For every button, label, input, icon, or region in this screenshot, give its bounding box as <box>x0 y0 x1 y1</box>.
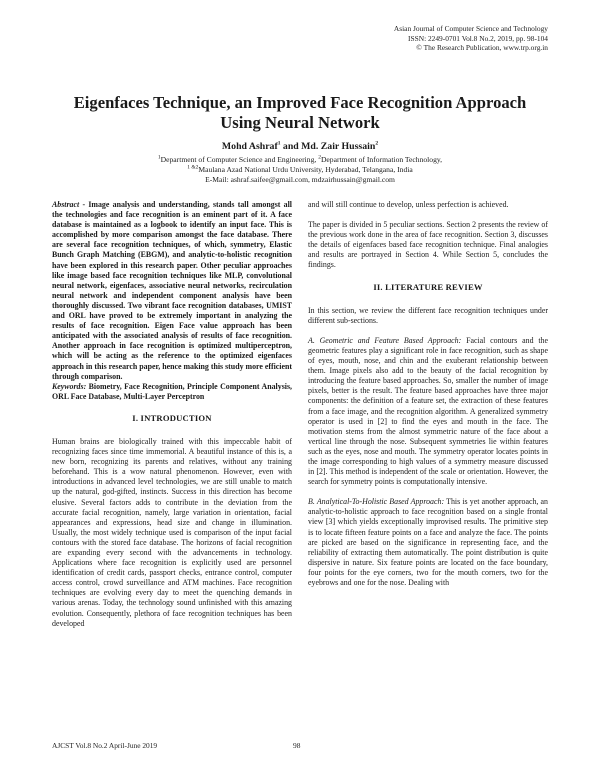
author-1: Mohd Ashraf <box>221 141 278 152</box>
introduction-paragraph: Human brains are biologically trained with this impeccable habit of recognizing faces since time immemorial. A beautiful instance of this is, a new born, recognizing its parents and relatives, without any training beforehand. This is a wow natural phenomenon. However, even with introductions in advanced level technologies, we are still unable to match up the natural, god-gifted, instincts. Success in this direction has become elusive. Several factors adds to contribute in the deviation from the accurate facial recognition, namely, large variation in orientation, facial appearances and expressions, head size and change in illumination. Usually, the most widely technique used is comparison of the input facial contours with the stored face database. The horizons of facial recognition are expanding every second with the advancements in technology. Applications where face recognition is explicitly used are personnel identification of credit cards, passport checks, entrance control, computer access control, crowd surveillance and ATM machines. Face recognition techniques are evolving every day to meet the quenching demands in various arenas. Today, the technology sound unfinished with this amazing evolution. Consequently, plethora of face recognition techniques has been developed <box>52 436 292 628</box>
paper-outline-paragraph: The paper is divided in 5 peculiar sections. Section 2 presents the review of the previous work done in the area of face recognition. Section 3, discusses the details of eigenfaces based face recognition technique. Final analogies and results are portrayed in Section 4. While Section 5, concludes the findings. <box>308 220 548 270</box>
journal-publisher: © The Research Publication, www.trp.org.in <box>416 43 548 53</box>
subsection-b <box>308 497 548 588</box>
abstract-label: Abstract <box>52 200 80 209</box>
paper-title <box>40 93 560 133</box>
title-line-2: Using Neural Network <box>220 113 380 132</box>
affiliations <box>40 155 560 185</box>
author-2-sup: 2 <box>375 140 379 147</box>
subsection-a-title: A. Geometric and Feature Based Approach: <box>308 335 462 345</box>
title-line-1: Eigenfaces Technique, an Improved Face Recognition Approach <box>73 93 527 112</box>
journal-issn: ISSN: 2249-0701 Vol.8 No.2, 2019, pp. 98-104 <box>408 33 548 43</box>
author-2: Md. Zair Hussain <box>301 141 376 152</box>
abstract-text: - Image analysis and understanding, stands tall amongst all the technologies and face recognition is an eminent part of it. A face database is maintained as a logbook to identify an input face. This is accomplished by more comparison amongst the face database. There are several face recognition techniques, of which, symmetry, Elastic Bunch Graph Matching (EBGM), and analytic-to-holistic recognition have been explored in this research paper. Other peculiar approaches like image based face recognition techniques like MLP, convolutional neural network, eigenfaces, associative neural networks, recirculation neural network and independent component analysis have been thoroughly discussed. Two vibrant face recognition databases, UMIST and ORL have proved to be extremely important in analyzing the results of face recognition. Eigen Face value approach has been anticipated with the associated analysis of results of face recognition. Another approach in face recognition is optimized multiperceptron, which will be acting as the reference to the optimized eigenfaces approach in this research paper, hence making this study more efficient through comparison. <box>52 200 293 381</box>
subsection-b-title: B. Analytical-To-Holistic Based Approach: <box>308 497 445 507</box>
journal-header <box>394 24 548 53</box>
footer-issue: AJCST Vol.8 No.2 April-June 2019 <box>52 741 158 750</box>
subsection-a-text: Facial contours and the geometric features play a significant role in face recognition, such as shape of eyes, mouth, nose, and chin and the exuberant relationship between them. Image pixels also add to the beauty of the facial recognition by introducing the feature based approaches. So, smaller the number of image pixels, better is the result. The feature based approaches have three major components: the definition of a feature set, the extraction of these features from a face image, and the recognition algorithm. A generalized symmetry operator is used in [2] to find the eyes and mouth in the face. The motivation stems from the almost symmetric nature of the face about a vertical line through the nose. Subsequent symmetries lie within features such as the eyes, nose and mouth. The symmetry operator locates points in the image corresponding to high values of a symmetry measure discussed in [2]. This method is independent of the scale or orientation. However, the search for symmetry points is computationally intensive. <box>308 335 548 487</box>
keywords-text: Biometry, Face Recognition, Principle Component Analysis, ORL Face Database, Multi-Layer Perceptron <box>52 381 292 401</box>
authors <box>40 141 560 153</box>
author-emails: E-Mail: ashraf.saifee@gmail.com, mdzairhussain@gmail.com <box>205 174 395 184</box>
journal-name: Asian Journal of Computer Science and Technology <box>393 24 548 33</box>
section-heading-introduction: I. INTRODUCTION <box>132 412 212 423</box>
left-column <box>52 200 292 639</box>
author-1-sup: 1 <box>277 140 281 147</box>
subsection-b-text: This is yet another approach, an analytic-to-holistic approach to face recognition based on a single frontal view [3] which yields exceptionally improvised results. The primitive step is to locate fifteen feature points on a face and analyze the face. The points are picked are based on the significance in representing face, and the reliability of extracting them automatically. The point distribution is quite dispersive in nature. Six feature points are located on the face boundary, four points for the eye corners, two for the mouth corners, two for the eyebrows and one for the nose. Dealing with <box>308 497 548 587</box>
abstract <box>52 200 292 382</box>
keywords <box>52 382 292 402</box>
literature-intro: In this section, we review the different face recognition techniques under different sub-sections. <box>308 305 548 325</box>
introduction-continuation: and will still continue to develop, unless perfection is achieved. <box>308 200 509 209</box>
subsection-a <box>308 336 548 487</box>
keywords-label: Keywords: <box>52 381 87 391</box>
affiliation-line-2: $^{1 \&2}$Maulana Azad National Urdu University, Hyderabad, Telangana, India <box>187 164 413 174</box>
right-column <box>308 200 548 598</box>
section-heading-literature-review: II. LITERATURE REVIEW <box>373 281 483 292</box>
author-connector: and <box>280 141 302 152</box>
affiliation-line-1: $^1$Department of Computer Science and Engineering, $^2$Department of Information Technology, <box>157 154 443 164</box>
footer-page-number: 98 <box>293 741 301 750</box>
